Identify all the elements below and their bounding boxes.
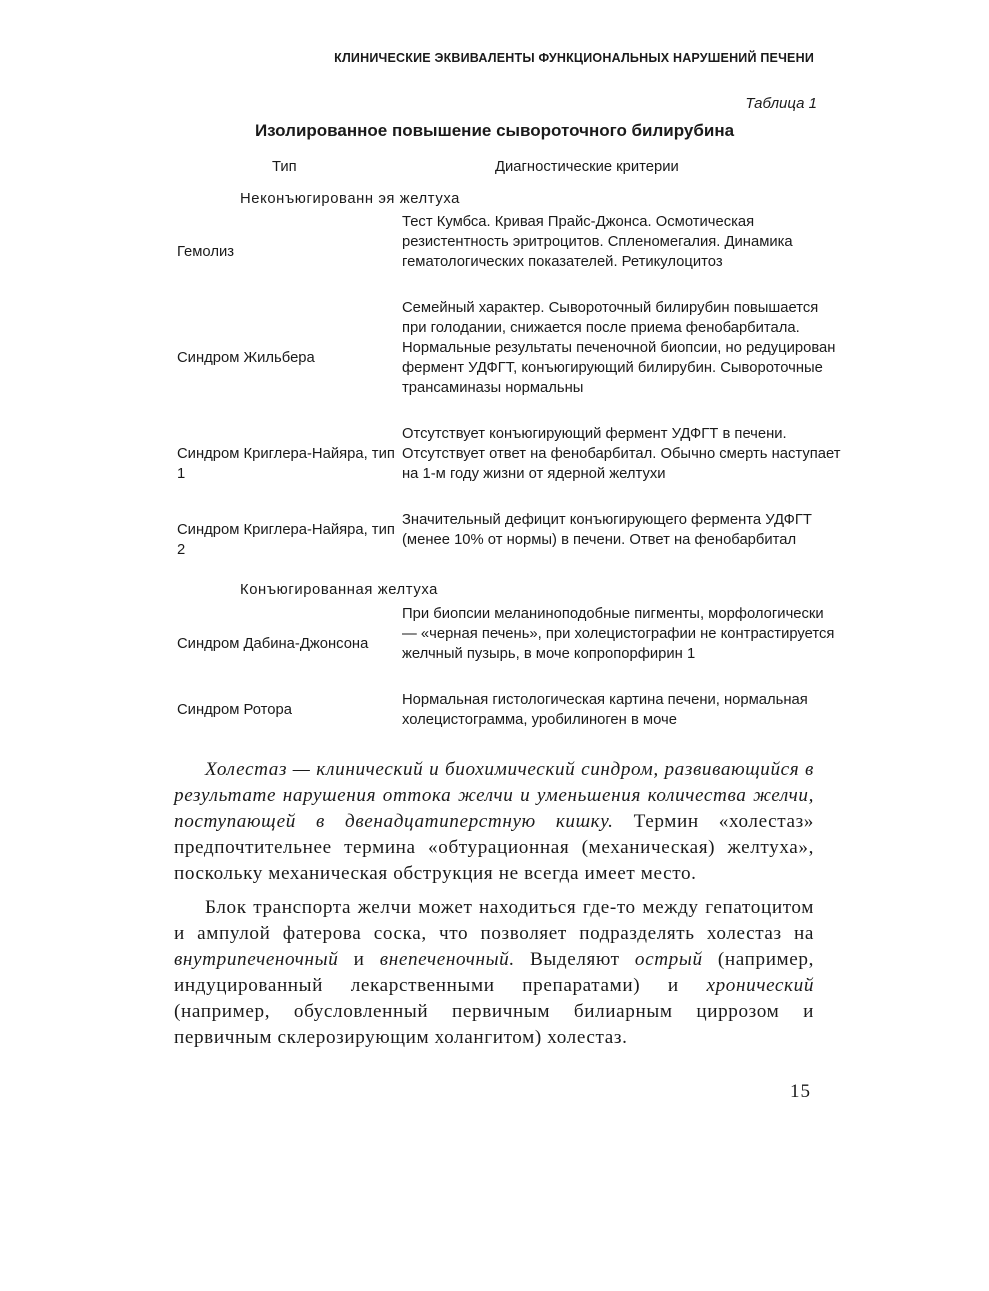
paragraph-cholestasis-definition: Холестаз — клинический и биохимический синдром, развивающийся в результате нарушения оттока желчи и уменьшения количества желчи, поступающей в двенадцатиперстную кишку. Термин «холестаз» предпочтительнее термина «обтурационная (механическая) желтуха», поскольку механическая обструкция не всегда имеет место. [174,759,814,884]
row-type-gilbert: Синдром Жильбера [177,350,315,366]
page-number: 15 [790,1081,811,1102]
row-criteria-crigler-najjar-1: Отсутствует конъюгирующий фермент УДФГТ в печени. Отсутствует ответ на фенобарбитал. Обычно смерть наступает на 1-м году жизни от ядерной желтухи [402,426,841,482]
body-text [174,757,814,1051]
row-type-crigler-najjar-1: Синдром Криглера-Найяра, тип 1 [177,446,395,482]
table-caption: Таблица 1 [745,95,817,112]
definition-italic: Холестаз — клинический и биохимический синдром, развивающийся в результате нарушения оттока желчи и уменьшения количества желчи, поступающей в двенадцатиперстную кишку. [174,759,814,832]
row-type-hemolysis: Гемолиз [177,244,235,260]
row-type-crigler-najjar-2: Синдром Криглера-Найяра, тип 2 [177,522,395,558]
row-criteria-gilbert: Семейный характер. Сывороточный билирубин повышается при голодании, снижается после приема фенобарбитала. Нормальные результаты печеночной биопсии, но редуцирован фермент УДФГТ, конъюгирующий билирубин. Сывороточные трансаминазы нормальны [402,300,836,396]
row-criteria-crigler-najjar-2: Значительный дефицит конъюгирующего фермента УДФГТ (менее 10% от нормы) в печени. Ответ на фенобарбитал [402,512,812,548]
column-header-type: Тип [272,159,297,175]
row-type-dubin-johnson: Синдром Дабина-Джонсона [177,636,369,652]
row-criteria-dubin-johnson: При биопсии меланиноподобные пигменты, морфологически — «черная печень», при холецистографии не контрастируется желчный пузырь, в моче копропорфирин 1 [402,606,835,662]
row-criteria-rotor: Нормальная гистологическая картина печени, нормальная холецистограмма, уробилиноген в моче [402,692,808,728]
table-title: Изолированное повышение сывороточного билирубина [254,121,735,140]
row-criteria-hemolysis: Тест Кумбса. Кривая Прайс-Джонса. Осмотическая резистентность эритроцитов. Спленомегалия. Динамика гематологических показателей. Ретикулоцитоз [402,214,793,270]
paragraph-bile-transport-block: Блок транспорта желчи может находиться где-то между гепатоцитом и ампулой фатерова соска, что позволяет подразделять холестаз на внутрипеченочный и внепеченочный. Выделяют острый (например, индуцированный лекарственными препаратами) и хронический (например, обусловленный первичным билиарным циррозом и первичным склерозирующим холангитом) холестаз. [174,897,815,1048]
column-header-criteria: Диагностические критерии [495,159,679,175]
row-type-rotor: Синдром Ротора [177,702,292,718]
section-heading-unconjugated: Неконъюгированн эя желтуха [240,191,460,207]
running-header: КЛИНИЧЕСКИЕ ЭКВИВАЛЕНТЫ ФУНКЦИОНАЛЬНЫХ НАРУШЕНИЙ ПЕЧЕНИ [334,51,814,65]
section-heading-conjugated: Конъюгированная желтуха [240,582,438,598]
